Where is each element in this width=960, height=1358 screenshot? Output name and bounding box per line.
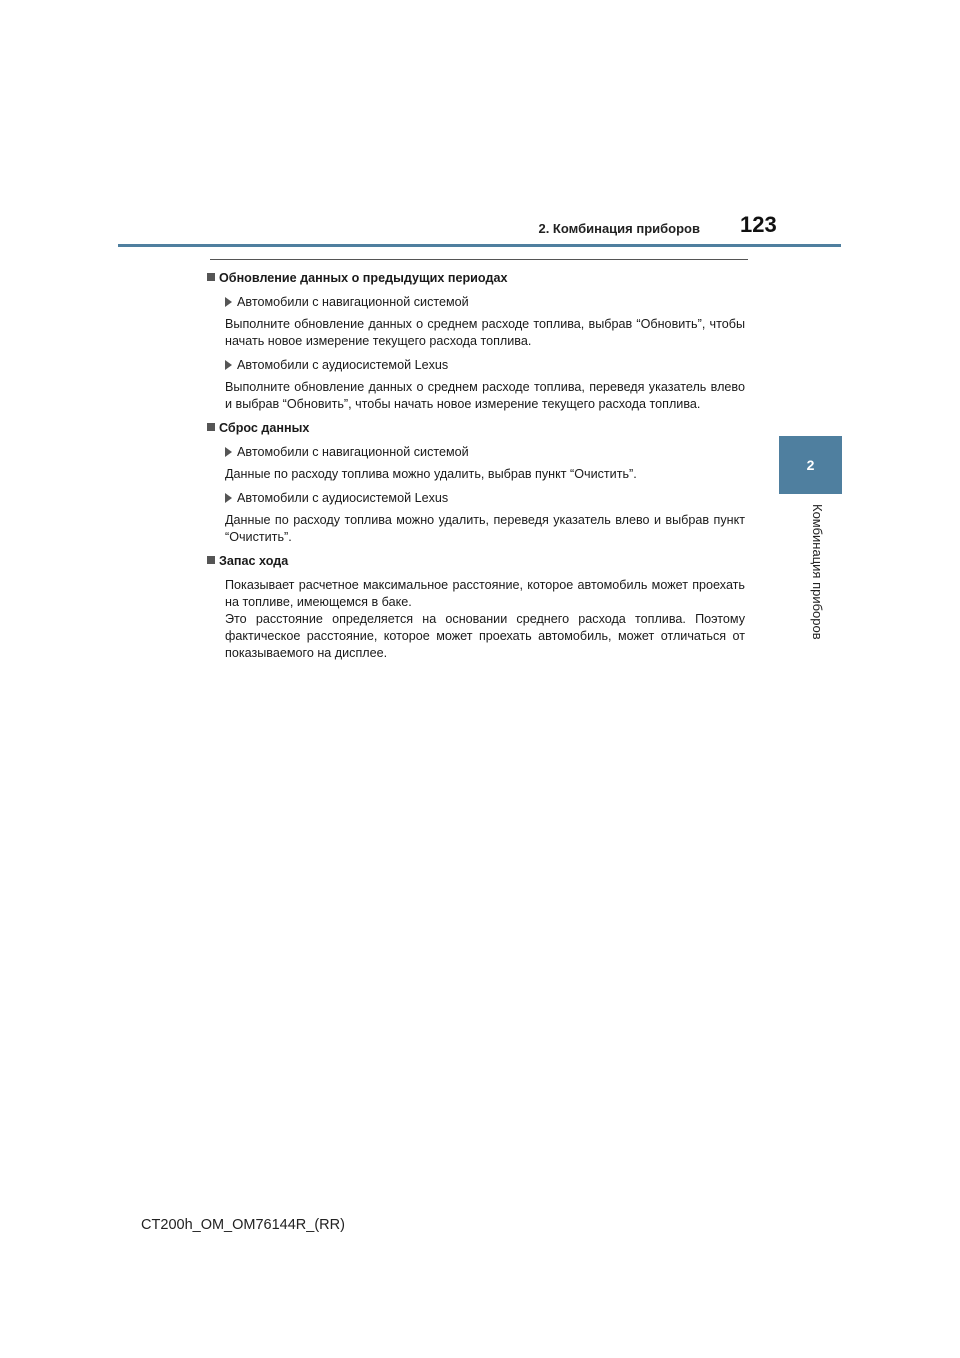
section-title: Запас хода [207,553,745,570]
paragraph: Выполните обновление данных о среднем расходе топлива, выбрав “Обновить”, чтобы начать новое измерение текущего расхода топлива. [225,317,745,348]
section-reset-data [207,420,745,546]
square-bullet-icon [207,273,215,281]
paragraph: Данные по расходу топлива можно удалить, выбрав пункт “Очистить”. [225,467,637,481]
section-title: Сброс данных [207,420,745,437]
paragraph: Выполните обновление данных о среднем расходе топлива, переведя указатель влево и выбрав “Обновить”, чтобы начать новое измерение текущего расхода топлива. [225,380,745,411]
document-id: CT200h_OM_OM76144R_(RR) [141,1217,345,1233]
triangle-bullet-icon [225,360,232,370]
page-content [207,270,745,669]
chapter-tab[interactable] [779,436,842,494]
chapter-tab-label: Комбинация приборов [810,504,825,640]
subheading: Автомобили с аудиосистемой Lexus [225,490,745,507]
triangle-bullet-icon [225,493,232,503]
subheading: Автомобили с навигационной системой [225,294,745,311]
page-number: 123 [740,212,777,237]
section-title: Обновление данных о предыдущих периодах [207,270,745,287]
square-bullet-icon [207,423,215,431]
section-update-data [207,270,745,413]
paragraph: Это расстояние определяется на основании среднего расхода топлива. Поэтому фактическое расстояние, которое может проехать автомобиль, может отличаться от показываемого на дисплее. [225,612,745,660]
chapter-title: 2. Комбинация приборов [538,221,700,236]
subheading: Автомобили с аудиосистемой Lexus [225,357,745,374]
section-range [207,553,745,662]
paragraph: Показывает расчетное максимальное расстояние, которое автомобиль может проехать на топливе, имеющемся в баке. [225,578,745,609]
chapter-tab-number: 2 [806,457,815,473]
paragraph: Данные по расходу топлива можно удалить, переведя указатель влево и выбрав пункт “Очистить”. [225,513,745,544]
square-bullet-icon [207,556,215,564]
triangle-bullet-icon [225,297,232,307]
triangle-bullet-icon [225,447,232,457]
content-divider [210,259,748,260]
subheading: Автомобили с навигационной системой [225,444,745,461]
header-divider [118,244,841,247]
